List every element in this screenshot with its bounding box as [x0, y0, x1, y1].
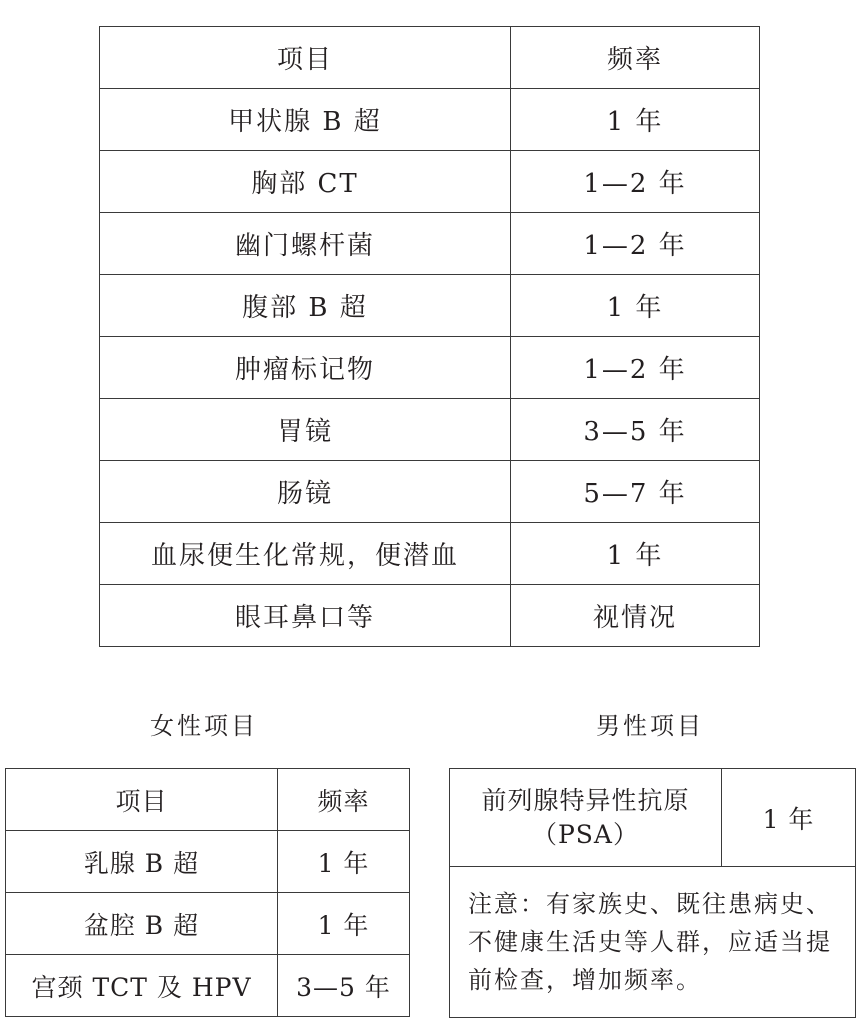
- item-cell: 胸部 CT: [100, 151, 511, 213]
- frequency-cell: 1—2 年: [511, 213, 760, 275]
- item-cell: 肿瘤标记物: [100, 337, 511, 399]
- table-row: [100, 399, 760, 461]
- frequency-cell: 5—7 年: [511, 461, 760, 523]
- table-row: [450, 769, 856, 867]
- main-screening-table: [99, 26, 760, 647]
- header-frequency: 频率: [511, 27, 760, 89]
- psa-item-cell: [450, 769, 722, 867]
- table-row: [100, 461, 760, 523]
- item-cell: 宫颈 TCT 及 HPV: [6, 955, 278, 1017]
- frequency-cell: 视情况: [511, 585, 760, 647]
- item-cell: 腹部 B 超: [100, 275, 511, 337]
- frequency-cell: 3—5 年: [278, 955, 410, 1017]
- frequency-cell: 1 年: [278, 893, 410, 955]
- male-section-title: 男性项目: [596, 712, 704, 740]
- item-cell: 盆腔 B 超: [6, 893, 278, 955]
- item-cell: 乳腺 B 超: [6, 831, 278, 893]
- male-screening-table: [449, 768, 856, 1018]
- psa-item-name: 前列腺特异性抗原: [481, 785, 690, 815]
- frequency-cell: 1 年: [722, 769, 856, 867]
- frequency-cell: 1—2 年: [511, 337, 760, 399]
- frequency-cell: 1 年: [511, 275, 760, 337]
- frequency-cell: 1 年: [278, 831, 410, 893]
- table-row: [6, 831, 410, 893]
- item-cell: 血尿便生化常规，便潜血: [100, 523, 511, 585]
- frequency-cell: 1—2 年: [511, 151, 760, 213]
- item-cell: 胃镜: [100, 399, 511, 461]
- table-row: [100, 275, 760, 337]
- female-section-title: 女性项目: [150, 712, 258, 740]
- table-row: [100, 213, 760, 275]
- item-cell: 肠镜: [100, 461, 511, 523]
- table-row: [100, 89, 760, 151]
- note-row: [450, 867, 856, 1018]
- table-header-row: [6, 769, 410, 831]
- psa-item-abbrev: （PSA）: [531, 819, 639, 849]
- table-row: [100, 585, 760, 647]
- header-item: 项目: [100, 27, 511, 89]
- female-screening-table: [5, 768, 410, 1017]
- frequency-cell: 1 年: [511, 523, 760, 585]
- item-cell: 幽门螺杆菌: [100, 213, 511, 275]
- note-text: 注意：有家族史、既往患病史、不健康生活史等人群，应适当提前检查，增加频率。: [450, 867, 856, 1018]
- table-row: [100, 151, 760, 213]
- table-header-row: [100, 27, 760, 89]
- header-frequency: 频率: [278, 769, 410, 831]
- table-row: [6, 955, 410, 1017]
- item-cell: 眼耳鼻口等: [100, 585, 511, 647]
- header-item: 项目: [6, 769, 278, 831]
- frequency-cell: 1 年: [511, 89, 760, 151]
- table-row: [6, 893, 410, 955]
- table-row: [100, 337, 760, 399]
- frequency-cell: 3—5 年: [511, 399, 760, 461]
- table-row: [100, 523, 760, 585]
- item-cell: 甲状腺 B 超: [100, 89, 511, 151]
